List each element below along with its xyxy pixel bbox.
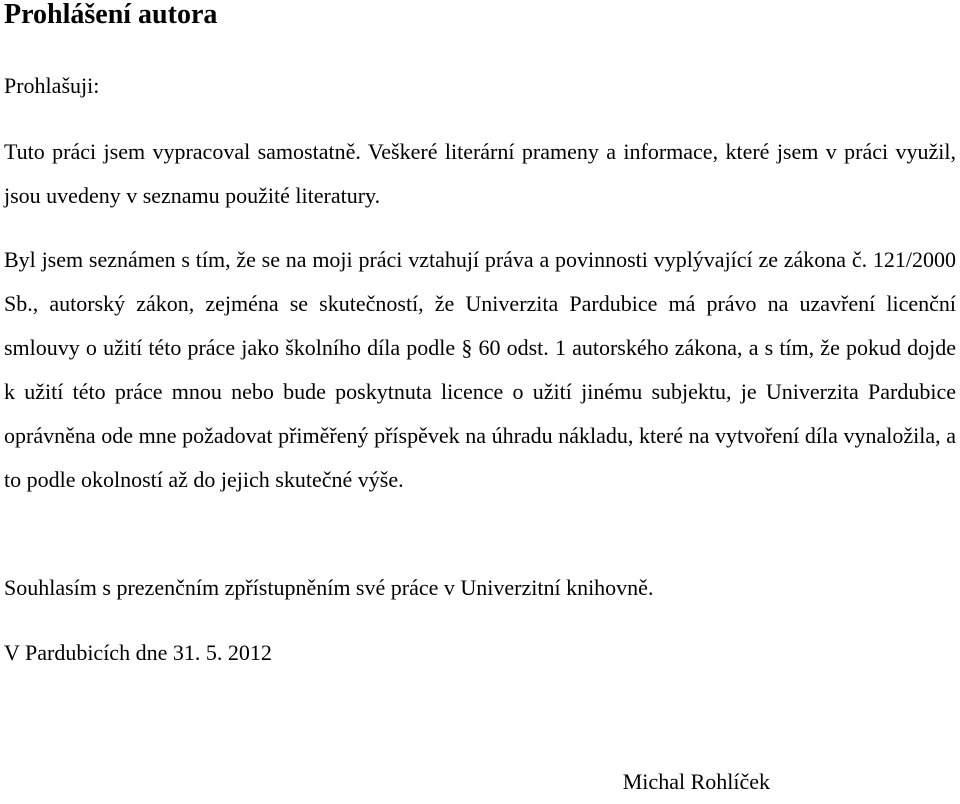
page-title: Prohlášení autora	[4, 0, 218, 30]
declaration-paragraph-copyright: Byl jsem seznámen s tím, že se na moji práci vztahují práva a povinnosti vyplývající ze zákona č. 121/2000 Sb., autorský zákon, zejména se skutečností, že Univerzita Pardubice má právo na uzavření licenční smlouvy o užití této práce jako školního díla podle § 60 odst. 1 autorského zákona, a s tím, že pokud dojde k užití této práce mnou nebo bude poskytnuta licence o užití jinému subjektu, je Univerzita Pardubice oprávněna ode mne požadovat přiměřený příspěvek na úhradu nákladu, které na vytvoření díla vynaložila, a to podle okolností až do jejich skutečné výše.	[4, 247, 956, 492]
declaration-intro: Prohlašuji:	[4, 73, 100, 98]
place-and-date: V Pardubicích dne 31. 5. 2012	[4, 640, 272, 665]
declaration-paragraph-independent-work: Tuto práci jsem vypracoval samostatně. Veškeré literární prameny a informace, které jsem v práci využil, jsou uvedeny v seznamu použité literatury.	[4, 139, 956, 208]
author-signature: Michal Rohlíček	[622, 769, 770, 794]
library-consent: Souhlasím s prezenčním zpřístupněním své práce v Univerzitní knihovně.	[4, 575, 654, 600]
